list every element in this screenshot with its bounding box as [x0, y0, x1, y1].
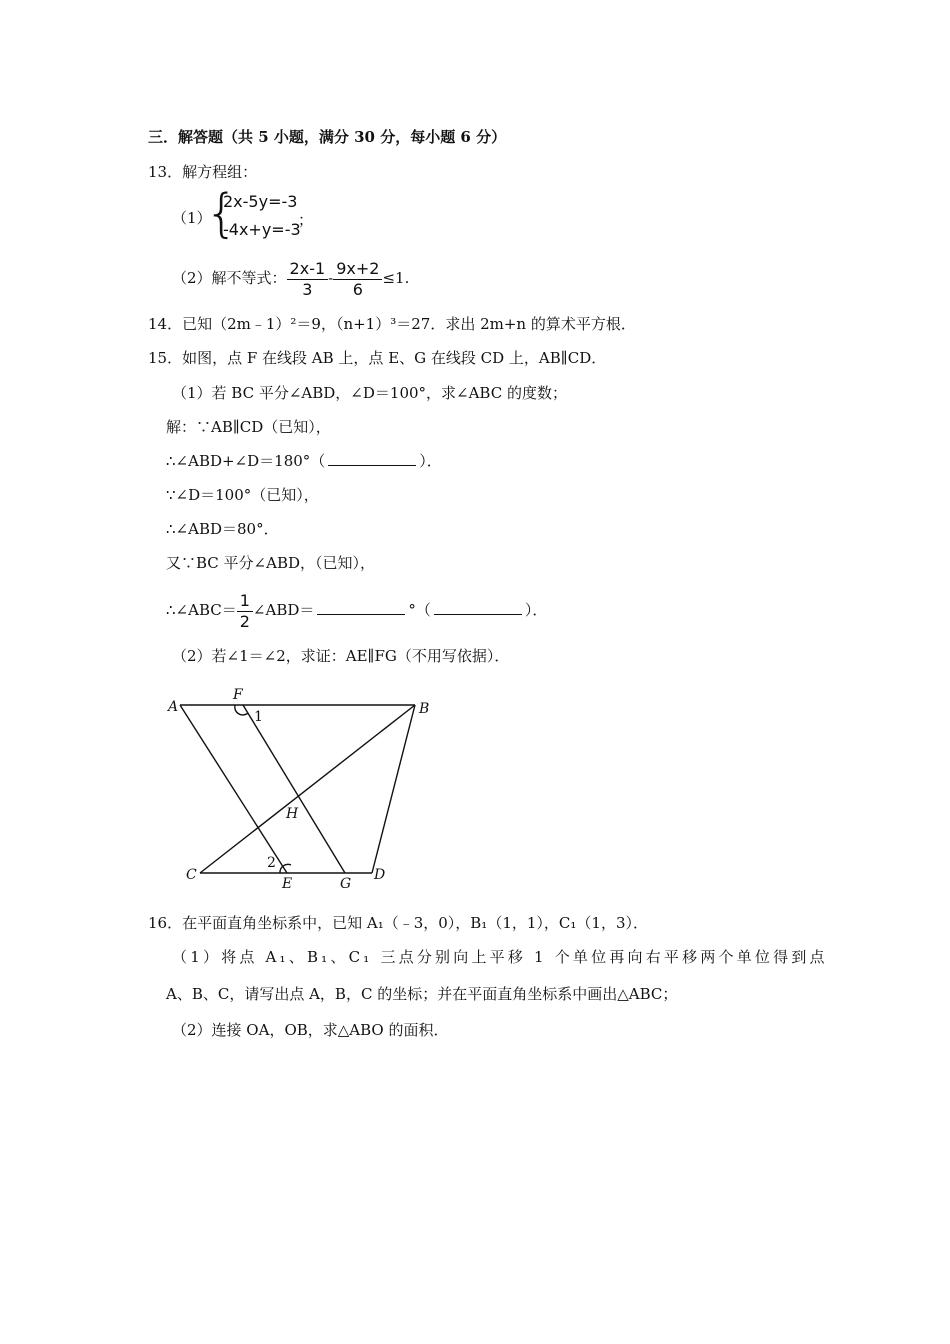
- fraction-1-denominator: 3: [302, 279, 313, 299]
- q15-step-2-end: ）．: [419, 452, 442, 470]
- label-d: D: [374, 867, 386, 883]
- q16-intro: 16．在平面直角坐标系中，已知 A₁（﹣3，0），B₁（1，1），C₁（1，3）．: [148, 914, 648, 932]
- segment-bc: [200, 705, 415, 873]
- fraction-half: [237, 591, 253, 632]
- q13-part1-label: （1）: [172, 209, 212, 227]
- minus-sign: -: [328, 269, 334, 287]
- q15-step-1: 解：∵AB∥CD（已知），: [166, 418, 331, 436]
- label-a: A: [168, 699, 179, 715]
- q13-part2-label: （2）解不等式：: [172, 269, 287, 287]
- fraction-1-numerator: 2x-1: [287, 259, 329, 280]
- answer-blank-2[interactable]: [317, 600, 405, 615]
- geometry-figure: [160, 685, 450, 895]
- label-h: H: [286, 806, 299, 822]
- segment-bd: [372, 705, 415, 873]
- q15-step-2: [166, 451, 442, 471]
- equation-1: 2x-5y=-3: [223, 192, 298, 211]
- label-g: G: [340, 876, 352, 892]
- q16-part2: （2）连接 OA，OB，求△ABO 的面积．: [172, 1021, 449, 1039]
- q15-part2: （2）若∠1＝∠2，求证：AE∥FG（不用写依据）．: [172, 647, 510, 665]
- label-e: E: [282, 876, 293, 892]
- q15-step-3: ∵∠D＝100°（已知），: [166, 486, 319, 504]
- equation-2: -4x+y=-3: [223, 220, 301, 239]
- label-f: F: [233, 687, 243, 703]
- q16-part1-line1: （1）将点 A₁、B₁、C₁ 三点分别向上平移 1 个单位再向右平移两个单位得到点: [172, 948, 828, 966]
- fraction-2: [333, 259, 382, 300]
- fraction-1: [287, 259, 329, 300]
- fraction-half-denominator: 2: [239, 611, 250, 631]
- q13-part1-end: ；: [298, 211, 314, 229]
- segment-fg: [243, 705, 345, 873]
- q13-title: [148, 162, 257, 182]
- label-angle-1: 1: [254, 709, 263, 725]
- q15-step-2-text: ∴∠ABD+∠D＝180°（: [166, 452, 326, 470]
- q15-step-5: 又∵BC 平分∠ABD，（已知），: [166, 554, 375, 572]
- q15-part1: （1）若 BC 平分∠ABD，∠D＝100°，求∠ABC 的度数；: [172, 384, 567, 402]
- answer-blank-1[interactable]: [328, 451, 416, 466]
- q15-step-6-end: ）．: [524, 601, 548, 619]
- inequality-tail: ≤1.: [382, 269, 410, 287]
- q15-step-6-degree: °（: [408, 601, 431, 619]
- q13-title-text: 解方程组：: [182, 163, 258, 181]
- brace-icon: {: [205, 184, 239, 244]
- fraction-half-numerator: 1: [237, 591, 253, 612]
- q15-step-6: [166, 588, 547, 632]
- q16-part1-line2: A、B、C，请写出点 A，B，C 的坐标；并在平面直角坐标系中画出△ABC；: [166, 985, 678, 1003]
- q15-step-6-text: ∴∠ABC＝: [166, 601, 237, 619]
- fraction-2-numerator: 9x+2: [333, 259, 382, 280]
- q15-step-4: ∴∠ABD＝80°．: [166, 520, 279, 538]
- q15-intro: 15．如图，点 F 在线段 AB 上，点 E、G 在线段 CD 上，AB∥CD．: [148, 349, 607, 367]
- label-angle-2: 2: [267, 855, 276, 871]
- q15-step-6-mid: ∠ABD＝: [252, 601, 315, 619]
- q14-text: 14．已知（2m﹣1）²＝9，（n+1）³＝27．求出 2m+n 的算术平方根．: [148, 315, 636, 333]
- answer-blank-3[interactable]: [434, 600, 522, 615]
- q13-part2: [172, 256, 409, 300]
- label-c: C: [186, 867, 197, 883]
- q13-number: 13．: [148, 163, 183, 181]
- label-b: B: [419, 701, 430, 717]
- section-heading: 三．解答题（共 5 小题，满分 30 分，每小题 6 分）: [148, 128, 507, 146]
- segment-ae: [180, 705, 287, 873]
- fraction-2-denominator: 6: [352, 279, 363, 299]
